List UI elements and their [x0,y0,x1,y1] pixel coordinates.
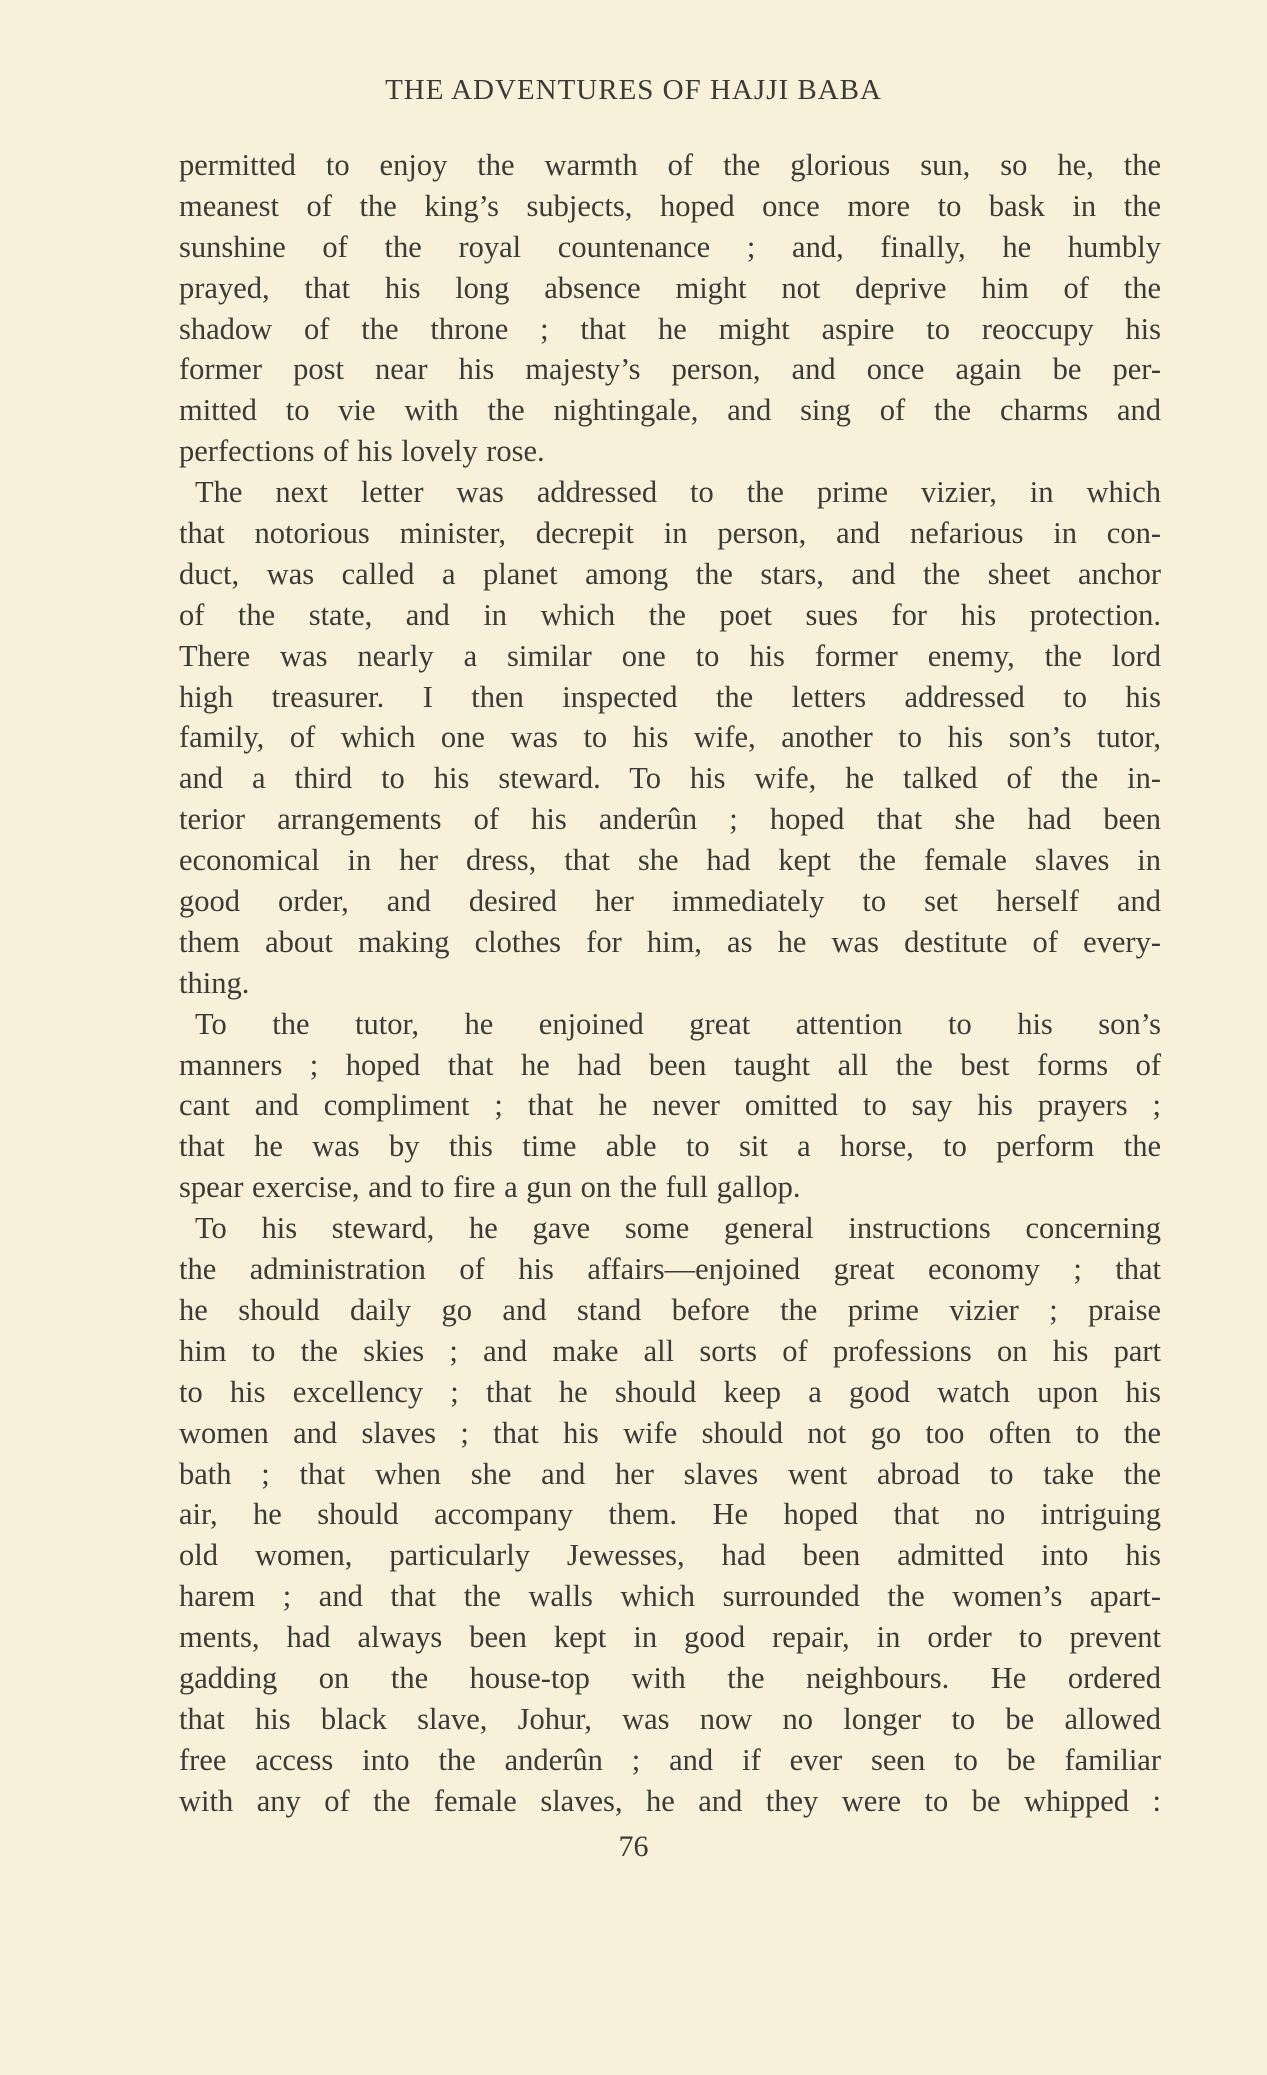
text-line: of the state, and in which the poet sues for his protection. [179,597,1161,632]
text-line: that he was by this time able to sit a horse, to perform the [179,1129,1161,1164]
text-line: prayed, that his long absence might not deprive him of the [179,270,1161,305]
text-line: old women, particularly Jewesses, had been admitted into his [179,1538,1161,1573]
text-line: thing. [179,965,250,1000]
text-line: There was nearly a similar one to his former enemy, the lord [179,638,1161,673]
text-line: to his excellency ; that he should keep a good watch upon his [179,1374,1161,1409]
text-line: manners ; hoped that he had been taught all the best forms of [179,1047,1161,1082]
text-line: former post near his majesty’s person, and once again be per- [179,352,1161,387]
text-line: economical in her dress, that she had kept the female slaves in [179,843,1161,878]
text-line: meanest of the king’s subjects, hoped once more to bask in the [179,188,1161,223]
text-line: shadow of the throne ; that he might aspire to reoccupy his [179,311,1161,346]
text-line: To the tutor, he enjoined great attention to his son’s [195,1006,1161,1041]
text-line: sunshine of the royal countenance ; and, finally, he humbly [179,229,1161,264]
text-line: with any of the female slaves, he and they were to be whipped : [179,1783,1161,1818]
text-line: and a third to his steward. To his wife, he talked of the in- [179,761,1161,796]
text-line: gadding on the house-top with the neighbours. He ordered [179,1660,1161,1695]
body-text [179,145,1161,1822]
running-header: THE ADVENTURES OF HAJJI BABA [385,74,882,106]
text-line: The next letter was addressed to the prime vizier, in which [195,475,1161,510]
text-line: free access into the anderûn ; and if ever seen to be familiar [179,1742,1161,1777]
text-line: mitted to vie with the nightingale, and sing of the charms and [179,393,1161,428]
text-line: duct, was called a planet among the stars, and the sheet anchor [179,556,1161,591]
text-line: terior arrangements of his anderûn ; hoped that she had been [179,802,1161,837]
text-line: permitted to enjoy the warmth of the glorious sun, so he, the [179,148,1161,182]
text-line: women and slaves ; that his wife should not go too often to the [179,1415,1161,1450]
text-line: To his steward, he gave some general instructions concerning [195,1211,1161,1246]
text-line: family, of which one was to his wife, another to his son’s tutor, [179,720,1161,755]
text-line: perfections of his lovely rose. [179,434,545,469]
text-line: ments, had always been kept in good repair, in order to prevent [179,1620,1161,1655]
text-line: spear exercise, and to fire a gun on the full gallop. [179,1170,801,1205]
text-line: cant and compliment ; that he never omitted to say his prayers ; [179,1088,1161,1123]
text-line: air, he should accompany them. He hoped that no intriguing [179,1497,1161,1532]
text-line: that his black slave, Johur, was now no longer to be allowed [179,1701,1161,1736]
text-line: he should daily go and stand before the prime vizier ; praise [179,1292,1161,1327]
text-line: high treasurer. I then inspected the letters addressed to his [179,679,1161,714]
text-line: him to the skies ; and make all sorts of professions on his part [179,1333,1161,1368]
text-line: them about making clothes for him, as he was destitute of every- [179,924,1161,959]
text-line: that notorious minister, decrepit in person, and nefarious in con- [179,516,1161,551]
page-number: 76 [618,1830,649,1863]
text-line: harem ; and that the walls which surrounded the women’s apart- [179,1579,1161,1614]
text-line: bath ; that when she and her slaves went abroad to take the [179,1456,1161,1491]
text-line: good order, and desired her immediately to set herself and [179,884,1161,919]
text-line: the administration of his affairs—enjoined great economy ; that [179,1252,1161,1287]
